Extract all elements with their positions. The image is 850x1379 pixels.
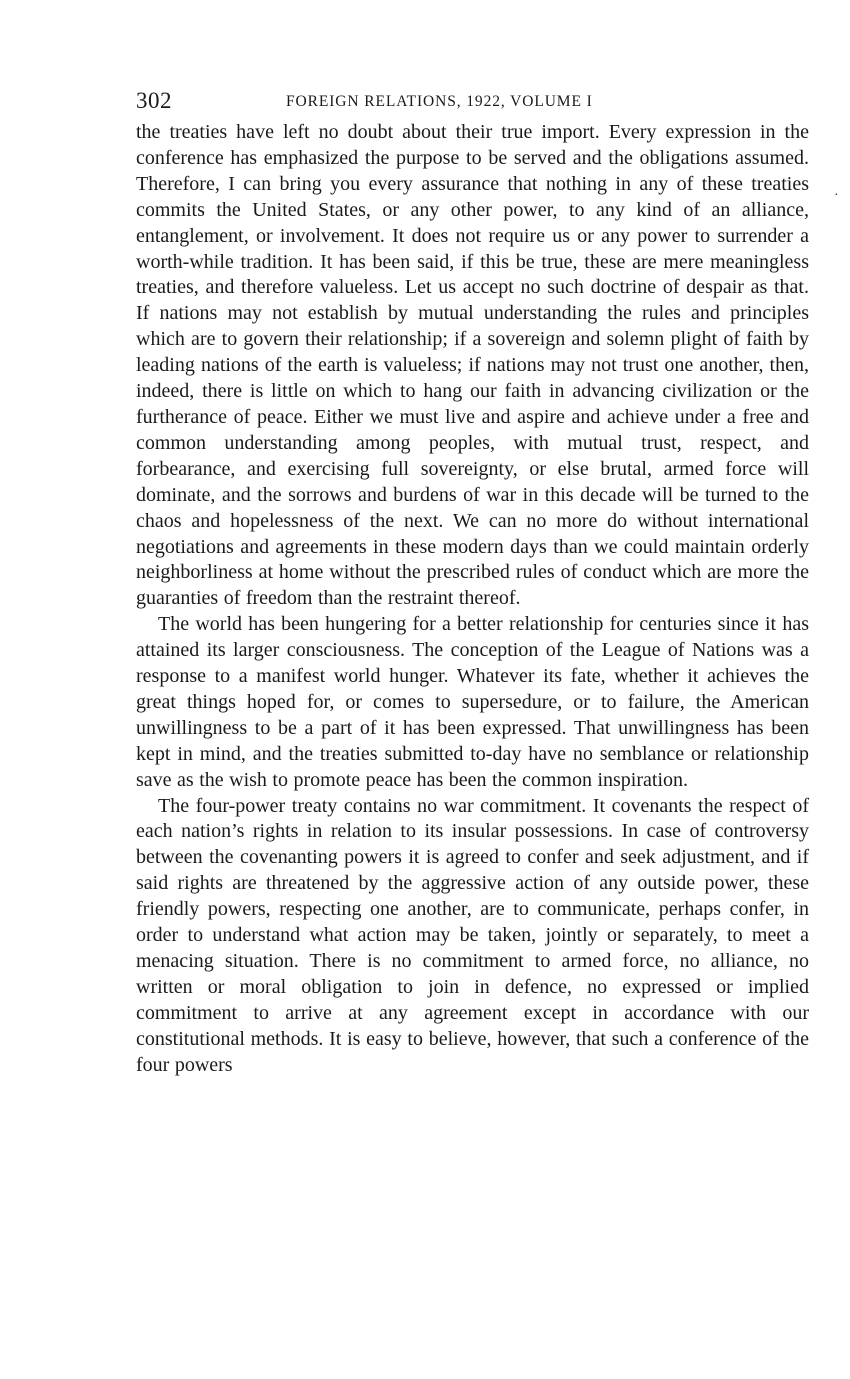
body-text [136,120,809,1079]
page-number: 302 [136,88,172,113]
document-page [136,86,809,1079]
paragraph-continuation: the treaties have left no doubt about their true import. Every expression in the conference has emphasized the purpose to be served and the obligations assumed. Therefore, I can bring you every assurance that nothing in any of these treaties commits the United States, or any other power, to any kind of an alliance, entanglement, or involvement. It does not require us or any power to surrender a worth-while tradition. It has been said, if this be true, these are mere meaningless treaties, and therefore valueless. Let us accept no such doctrine of despair as that. If nations may not establish by mutual understanding the rules and principles which are to govern their relationship; if a sovereign and solemn plight of faith by leading nations of the earth is valueless; if nations may not trust one another, then, indeed, there is little on which to hang our faith in advancing civilization or the furtherance of peace. Either we must live and aspire and achieve under a free and common understanding among peoples, with mutual trust, respect, and forbearance, and exercising full sovereignty, or else brutal, armed force will dominate, and the sorrows and burdens of war in this decade will be turned to the chaos and hopelessness of the next. We can no more do without international negotiations and agreements in these modern days than we could maintain orderly neighborliness at home without the prescribed rules of conduct which are more the guaranties of freedom than the restraint thereof. [136,121,809,610]
paragraph-world-hungering: The world has been hungering for a better relationship for centuries since it has attained its larger consciousness. The conception of the League of Nations was a response to a manifest world hunger. Whatever its fate, whether it achieves the great things hoped for, or comes to supersedure, or to failure, the American unwillingness to be a part of it has been expressed. That unwillingness has been kept in mind, and the treaties submitted to-day have no semblance or relationship save as the wish to promote peace has been the common inspiration. [136,613,809,791]
running-head: FOREIGN RELATIONS, 1922, VOLUME I [286,93,593,110]
margin-speck: · [834,188,839,203]
page-header [136,86,809,116]
paragraph-four-power-treaty: The four-power treaty contains no war commitment. It covenants the respect of each nation’s rights in relation to its insular possessions. In case of controversy between the covenanting powers it is agreed to confer and seek adjustment, and if said rights are threatened by the aggressive action of any outside power, these friendly powers, respecting one another, are to communicate, perhaps confer, in order to understand what action may be taken, jointly or separately, to meet a menacing situation. There is no commitment to armed force, no alliance, no written or moral obligation to join in defence, no expressed or implied commitment to arrive at any agreement except in accordance with our constitutional methods. It is easy to believe, however, that such a conference of the four powers [136,794,809,1076]
